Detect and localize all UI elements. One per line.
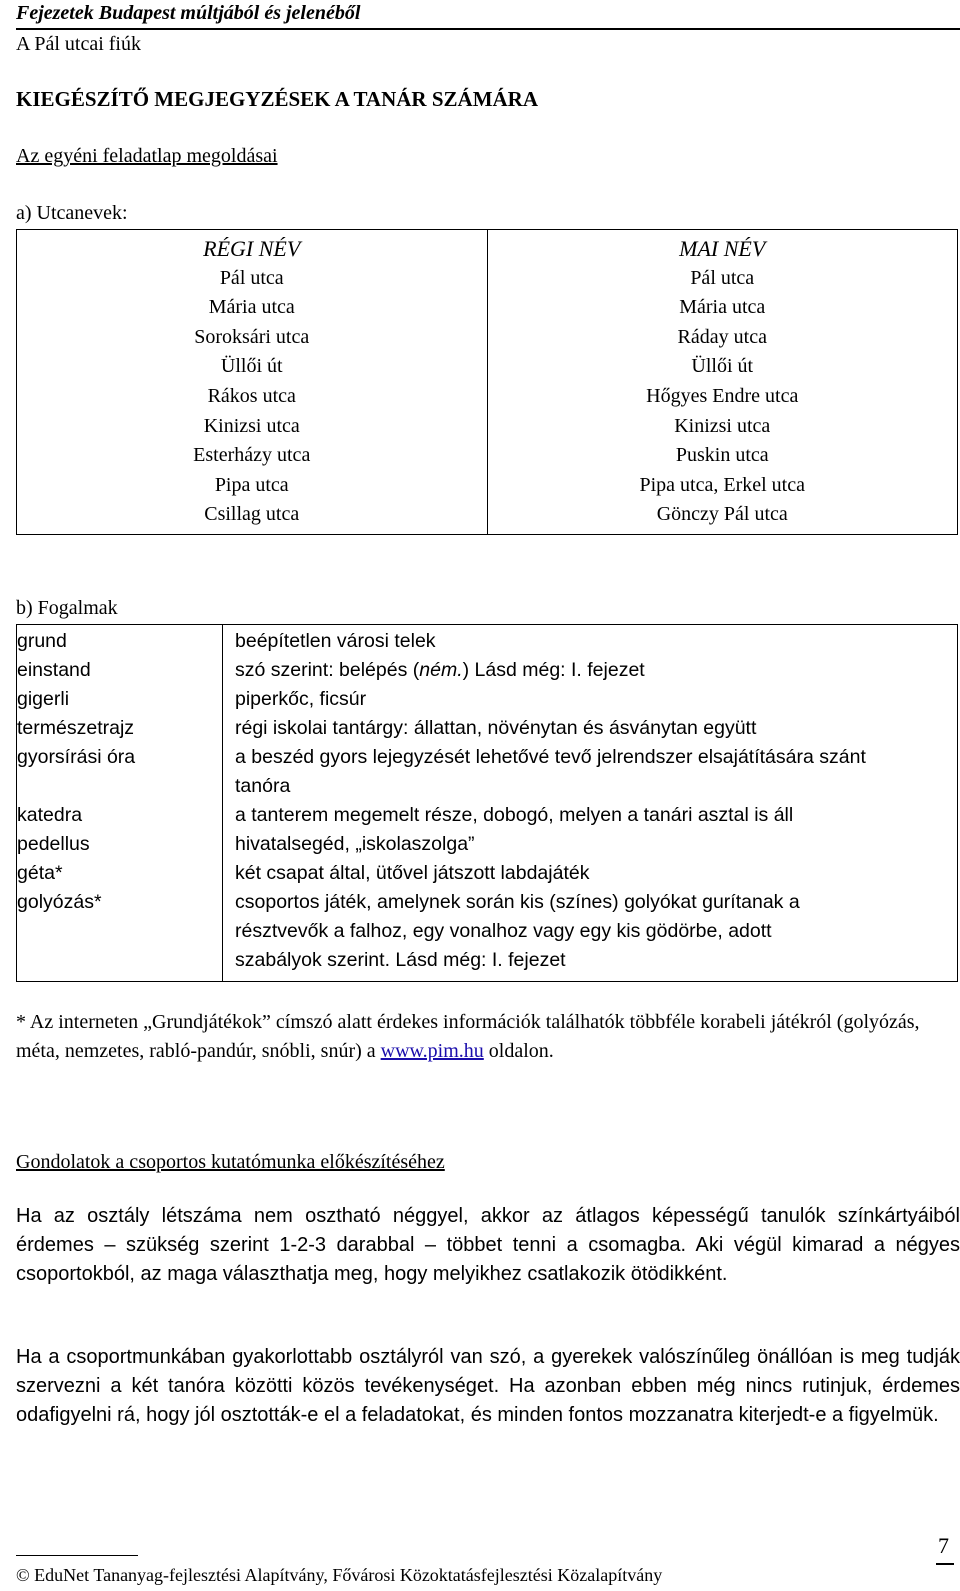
old-street: Csillag utca (204, 503, 300, 526)
page-number-underline (936, 1563, 954, 1565)
part-a-label: a) Utcanevek: (16, 202, 128, 224)
definition-line: szabályok szerint. Lásd még: I. fejezet (235, 949, 566, 971)
term: einstand (17, 659, 91, 681)
footer-copyright: © EduNet Tananyag-fejlesztési Alapítvány, Fővárosi Közoktatásfejlesztési Közalapítvány (16, 1565, 663, 1585)
footnote (16, 1008, 960, 1066)
new-street: Mária utca (679, 296, 766, 319)
paragraph-2: Ha a csoportmunkában gyakorlottabb osztályról van szó, a gyerekek valószínűleg önállóan is meg tudják szervezni a két tanóra közötti közös tevékenységet. Ha azonban ebben még nincs rutinjuk, érdemes odafigyelni rá, hogy jól osztották-e el a feladatokat, és minden fontos mozzanatra kiterjedt-e a figyelmük. (16, 1346, 960, 1426)
term: gyorsírási óra (17, 746, 136, 768)
definition (235, 656, 957, 685)
new-street: Pipa utca, Erkel utca (639, 473, 805, 496)
new-street: Üllői út (691, 355, 754, 378)
header-title: Fejezetek Budapest múltjából és jelenéből (16, 2, 361, 24)
footnote-text-end: oldalon. (483, 1040, 554, 1062)
old-names-cell (17, 230, 488, 535)
term: grund (17, 630, 67, 652)
old-street: Kinizsi utca (203, 414, 300, 437)
old-street: Soroksári utca (194, 325, 310, 348)
definition-part: ) Lásd még: I. fejezet (462, 659, 645, 681)
new-name-header: MAI NÉV (679, 236, 766, 261)
new-street: Pál utca (690, 266, 755, 289)
new-names-cell (487, 230, 958, 535)
definition: két csapat által, ütővel játszott labdajáték (235, 862, 590, 884)
page-number: 7 (938, 1533, 949, 1558)
definition: beépítetlen városi telek (235, 630, 436, 652)
new-street: Gönczy Pál utca (656, 503, 788, 526)
part-b-label: b) Fogalmak (16, 597, 118, 619)
old-street: Rákos utca (207, 384, 296, 407)
term: golyózás* (17, 891, 102, 913)
new-street: Hőgyes Endre utca (646, 384, 799, 407)
definition-part: szó szerint: belépés ( (235, 659, 420, 681)
streets-table (16, 229, 958, 535)
old-name-header: RÉGI NÉV (203, 236, 301, 261)
new-street: Puskin utca (675, 444, 769, 467)
definition-line: csoportos játék, amelynek során kis (színes) golyókat gurítanak a (235, 891, 800, 913)
header-subtitle: A Pál utcai fiúk (16, 33, 141, 55)
section2-heading: Gondolatok a csoportos kutatómunka előkészítéséhez (16, 1151, 445, 1173)
new-street: Ráday utca (677, 325, 767, 348)
definition: régi iskolai tantárgy: állattan, növénytan és ásványtan együtt (235, 717, 757, 739)
new-street: Kinizsi utca (674, 414, 771, 437)
definition: piperkőc, ficsúr (235, 688, 367, 710)
section1-heading: Az egyéni feladatlap megoldásai (16, 145, 278, 167)
definition-line: a beszéd gyors lejegyzését lehetővé tevő jelrendszer elsajátítására szánt (235, 746, 866, 768)
term: pedellus (17, 833, 90, 855)
old-street: Pál utca (219, 266, 284, 289)
old-street: Mária utca (208, 296, 295, 319)
terms-table (16, 624, 958, 982)
footnote-text: * Az interneten „Grundjátékok” címszó alatt érdekes információk találhatók többféle korabeli játékról (golyózás, méta, nemzetes, rabló-pandúr, snóbli, snúr) a (16, 1011, 920, 1062)
old-street: Esterházy utca (193, 444, 311, 467)
term: gigerli (17, 688, 70, 710)
paragraph-1: Ha az osztály létszáma nem osztható néggyel, akkor az átlagos képességű tanulók színkártyáiból érdemes – szükség szerint 1-2-3 darabbal – többet tenni a csomagba. Aki végül kimarad a négyes csoportokból, az maga választhatja meg, hogy melyikhez csatlakozik ötödikként. (16, 1205, 960, 1285)
definition-abbrev: ném. (419, 659, 463, 681)
definitions-column (223, 625, 958, 982)
main-heading: KIEGÉSZÍTŐ MEGJEGYZÉSEK A TANÁR SZÁMÁRA (16, 87, 539, 111)
old-street: Pipa utca (214, 473, 289, 496)
footer-divider (16, 1555, 138, 1556)
term: géta* (17, 862, 63, 884)
definition-line: tanóra (235, 775, 291, 797)
definition-line: résztvevők a falhoz, egy vonalhoz vagy egy kis gödörbe, adott (235, 920, 772, 942)
pim-link[interactable]: www.pim.hu (380, 1040, 484, 1062)
definition: hivatalsegéd, „iskolaszolga” (235, 833, 475, 855)
old-street: Üllői út (220, 355, 283, 378)
header-divider (16, 28, 960, 30)
terms-column (17, 625, 223, 982)
definition: a tanterem megemelt része, dobogó, melyen a tanári asztal is áll (235, 804, 794, 826)
term: természetrajz (17, 717, 135, 739)
term: katedra (17, 804, 83, 826)
